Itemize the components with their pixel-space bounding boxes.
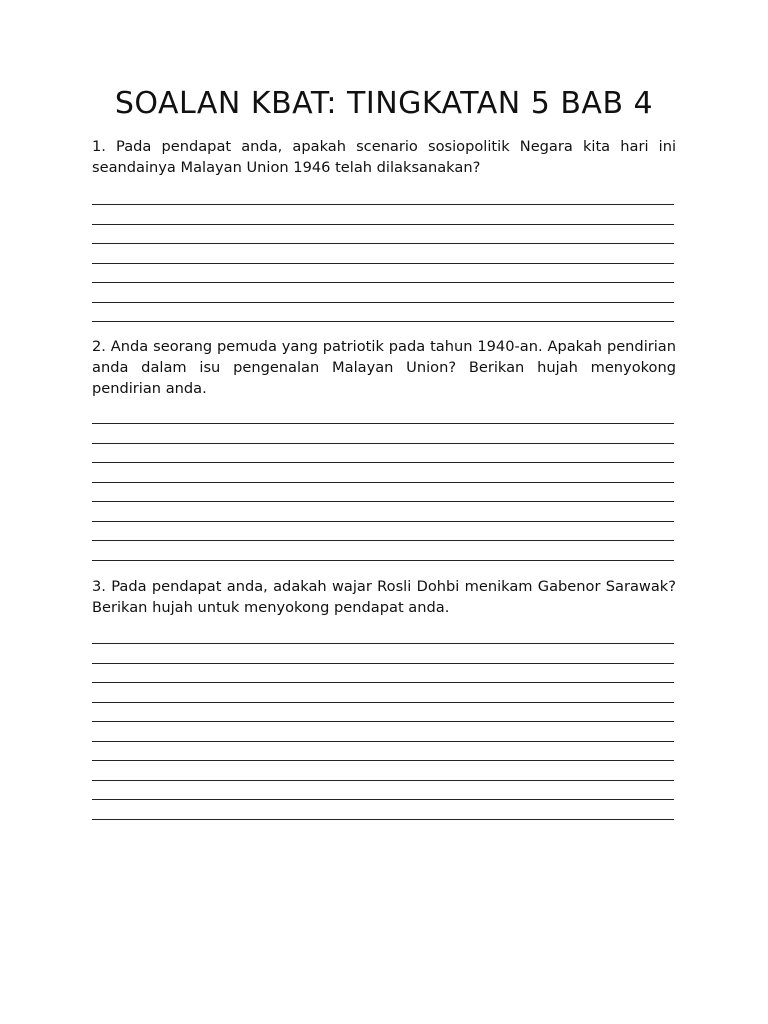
answer-line (92, 462, 674, 463)
answer-line (92, 799, 674, 800)
page-title: SOALAN KBAT: TINGKATAN 5 BAB 4 (114, 86, 654, 121)
answer-line (92, 521, 674, 522)
answer-line (92, 540, 674, 541)
answer-line (92, 721, 674, 722)
question-1: 1. Pada pendapat anda, apakah scenario sosiopolitik Negara kita hari ini seandainya Malayan Union 1946 telah dilaksanakan? (92, 138, 676, 176)
answer-line (92, 702, 674, 703)
answer-line (92, 263, 674, 264)
answer-line (92, 780, 674, 781)
answer-line (92, 302, 674, 303)
answer-line (92, 482, 674, 483)
answer-line (92, 643, 674, 644)
question-2: 2. Anda seorang pemuda yang patriotik pada tahun 1940-an. Apakah pendirian anda dalam isu pengenalan Malayan Union? Berikan hujah menyokong pendirian anda. (92, 338, 676, 397)
answer-line (92, 501, 674, 502)
answer-line (92, 423, 674, 424)
answer-line (92, 282, 674, 283)
answer-line (92, 760, 674, 761)
answer-line (92, 224, 674, 225)
question-3: 3. Pada pendapat anda, adakah wajar Rosli Dohbi menikam Gabenor Sarawak? Berikan hujah untuk menyokong pendapat anda. (92, 578, 676, 616)
answer-line (92, 204, 674, 205)
answer-line (92, 663, 674, 664)
answer-line (92, 819, 674, 820)
answer-line (92, 682, 674, 683)
answer-line (92, 741, 674, 742)
answer-line (92, 243, 674, 244)
answer-line (92, 321, 674, 322)
answer-line (92, 560, 674, 561)
answer-line (92, 443, 674, 444)
